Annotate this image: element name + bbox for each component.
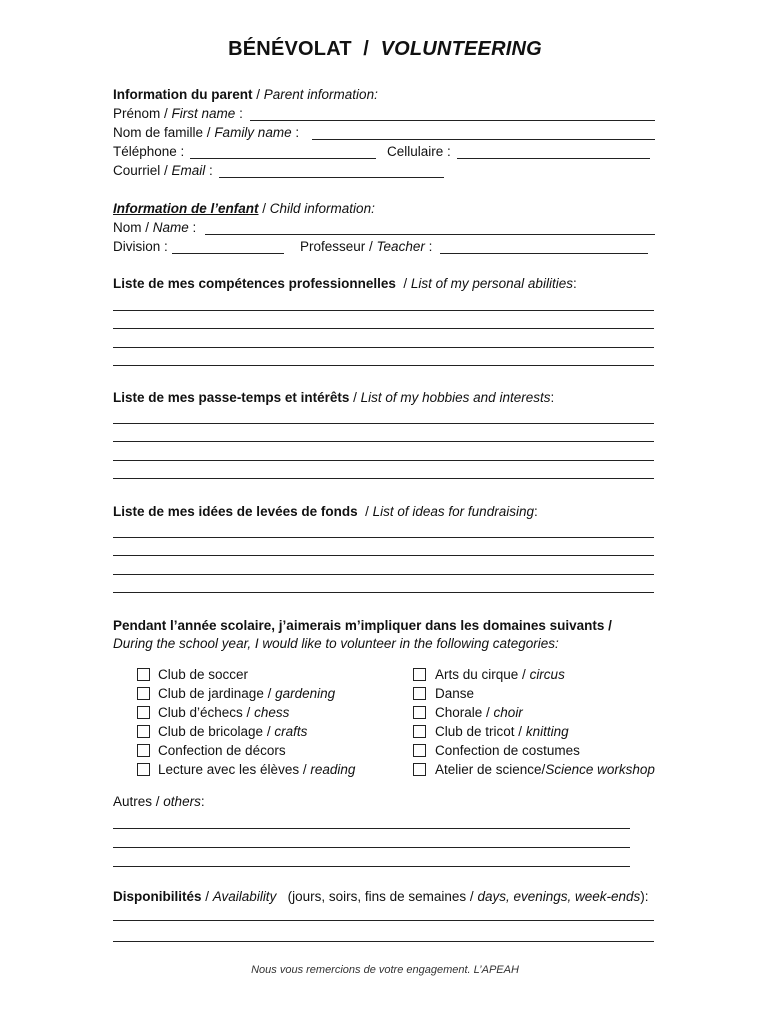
- hobbies-line[interactable]: [113, 478, 654, 479]
- hobbies-line[interactable]: [113, 460, 654, 461]
- option-label: [435, 743, 580, 759]
- child-name-label-fr: Nom /: [113, 220, 150, 235]
- checkbox-choir[interactable]: [413, 706, 426, 719]
- fundraising-line[interactable]: [113, 555, 654, 556]
- fundraising-heading: Liste de mes idées de levées de fonds / List of ideas for fundraising:: [113, 504, 538, 519]
- availability-line[interactable]: [113, 920, 654, 921]
- child-heading-fr: Information de l’enfant: [113, 201, 259, 216]
- family-name-label-en: Family name: [214, 125, 292, 140]
- parent-heading-en: Parent information:: [263, 87, 378, 102]
- availability-heading: Disponibilités / Availability (jours, soirs, fins de semaines / days, evenings, week-ends):: [113, 889, 649, 904]
- child-name-label-en: Name: [152, 220, 189, 235]
- option-label-fr: Confection de décors: [158, 743, 286, 758]
- fundraising-heading-en: List of ideas for fundraising: [372, 504, 534, 519]
- others-label-en: others: [163, 794, 201, 809]
- option-label-en: circus: [529, 667, 565, 682]
- option-label-en: gardening: [275, 686, 336, 701]
- checkbox-crafts[interactable]: [137, 725, 150, 738]
- email-label: Courriel / Email :: [113, 163, 213, 178]
- option-label-fr: Confection de costumes: [435, 743, 580, 758]
- teacher-field[interactable]: [440, 253, 648, 254]
- option-label: [158, 743, 286, 759]
- others-line[interactable]: [113, 866, 630, 867]
- availability-heading-en: Availability: [212, 889, 277, 904]
- option-label: [435, 705, 523, 721]
- hobbies-line[interactable]: [113, 441, 654, 442]
- abilities-heading: Liste de mes compétences professionnelles / List of my personal abilities:: [113, 276, 577, 291]
- checkbox-knitting[interactable]: [413, 725, 426, 738]
- option-label-fr: Club de soccer: [158, 667, 249, 682]
- option-label-en: knitting: [525, 724, 569, 739]
- email-label-en: Email: [171, 163, 206, 178]
- option-label-fr: Arts du cirque /: [435, 667, 526, 682]
- phone-field[interactable]: [190, 158, 376, 159]
- title-fr: BÉNÉVOLAT: [228, 38, 352, 60]
- option-label: [435, 762, 655, 778]
- checkbox-dance[interactable]: [413, 687, 426, 700]
- option-label-fr: Lecture avec les élèves /: [158, 762, 307, 777]
- child-name-field[interactable]: [205, 234, 655, 235]
- cell-field[interactable]: [457, 158, 650, 159]
- others-line[interactable]: [113, 847, 630, 848]
- email-label-fr: Courriel /: [113, 163, 168, 178]
- option-label: [158, 667, 248, 683]
- fundraising-line[interactable]: [113, 574, 654, 575]
- abilities-line[interactable]: [113, 347, 654, 348]
- option-label: [158, 686, 335, 702]
- family-name-label: Nom de famille / Family name :: [113, 125, 300, 140]
- abilities-line[interactable]: [113, 328, 654, 329]
- fundraising-heading-fr: Liste de mes idées de levées de fonds: [113, 504, 358, 519]
- option-label-fr: Club de bricolage /: [158, 724, 271, 739]
- page-title: [0, 38, 770, 61]
- option-label: [435, 686, 474, 702]
- option-label-en: crafts: [274, 724, 308, 739]
- others-line[interactable]: [113, 828, 630, 829]
- division-label: Division :: [113, 239, 168, 254]
- family-name-field[interactable]: [312, 139, 655, 140]
- checkbox-reading[interactable]: [137, 763, 150, 776]
- option-label: [435, 667, 565, 683]
- availability-line[interactable]: [113, 941, 654, 942]
- first-name-field[interactable]: [250, 120, 655, 121]
- cell-label: Cellulaire :: [387, 144, 451, 159]
- fundraising-line[interactable]: [113, 537, 654, 538]
- teacher-label-fr: Professeur /: [300, 239, 373, 254]
- first-name-label-en: First name: [171, 106, 236, 121]
- option-label-fr: Chorale /: [435, 705, 490, 720]
- hobbies-heading-fr: Liste de mes passe-temps et intérêts: [113, 390, 350, 405]
- hobbies-heading: Liste de mes passe-temps et intérêts / List of my hobbies and interests:: [113, 390, 555, 405]
- email-field[interactable]: [219, 177, 444, 178]
- checkbox-gardening[interactable]: [137, 687, 150, 700]
- footer-note: Nous vous remercions de votre engagement. L’APEAH: [251, 964, 519, 976]
- checkbox-chess[interactable]: [137, 706, 150, 719]
- abilities-line[interactable]: [113, 365, 654, 366]
- abilities-heading-en: List of my personal abilities: [410, 276, 573, 291]
- option-label-fr: Club de jardinage /: [158, 686, 272, 701]
- option-label: [435, 724, 569, 740]
- phone-label: Téléphone :: [113, 144, 185, 159]
- family-name-label-fr: Nom de famille /: [113, 125, 211, 140]
- checkbox-circus[interactable]: [413, 668, 426, 681]
- title-en: VOLUNTEERING: [380, 38, 542, 60]
- option-label-en: reading: [310, 762, 356, 777]
- others-label-fr: Autres /: [113, 794, 160, 809]
- option-label-fr: Club d’échecs /: [158, 705, 251, 720]
- option-label: [158, 705, 289, 721]
- parent-heading-fr: Information du parent: [113, 87, 253, 102]
- domains-heading-fr: Pendant l’année scolaire, j’aimerais m’impliquer dans les domaines suivants /: [113, 618, 612, 633]
- child-heading-en: Child information:: [269, 201, 375, 216]
- teacher-label-en: Teacher: [376, 239, 425, 254]
- option-label-en: Science workshop: [545, 762, 655, 777]
- checkbox-science[interactable]: [413, 763, 426, 776]
- checkbox-costumes[interactable]: [413, 744, 426, 757]
- option-label-en: chess: [254, 705, 290, 720]
- fundraising-line[interactable]: [113, 592, 654, 593]
- title-sep: /: [363, 38, 370, 60]
- division-field[interactable]: [172, 253, 284, 254]
- option-label: [158, 762, 355, 778]
- hobbies-line[interactable]: [113, 423, 654, 424]
- option-label-en: choir: [493, 705, 523, 720]
- availability-detail-fr: (jours, soirs, fins de semaines /: [287, 889, 474, 904]
- child-heading: Information de l’enfant / Child information:: [113, 201, 375, 216]
- option-label-fr: Atelier de science/: [435, 762, 546, 777]
- abilities-line[interactable]: [113, 310, 654, 311]
- child-name-label: Nom / Name :: [113, 220, 197, 235]
- option-label-fr: Danse: [435, 686, 475, 701]
- parent-heading: Information du parent / Parent information:: [113, 87, 378, 102]
- teacher-label: Professeur / Teacher :: [300, 239, 433, 254]
- checkbox-decor[interactable]: [137, 744, 150, 757]
- abilities-heading-fr: Liste de mes compétences professionnelles: [113, 276, 396, 291]
- availability-detail-en: days, evenings, week-ends: [477, 889, 641, 904]
- first-name-label-fr: Prénom /: [113, 106, 168, 121]
- others-label: Autres / others:: [113, 794, 205, 809]
- availability-heading-fr: Disponibilités: [113, 889, 202, 904]
- option-label-fr: Club de tricot /: [435, 724, 523, 739]
- domains-heading-en: During the school year, I would like to volunteer in the following categories:: [113, 636, 559, 651]
- first-name-label: Prénom / First name :: [113, 106, 243, 121]
- checkbox-soccer[interactable]: [137, 668, 150, 681]
- hobbies-heading-en: List of my hobbies and interests: [360, 390, 551, 405]
- option-label: [158, 724, 307, 740]
